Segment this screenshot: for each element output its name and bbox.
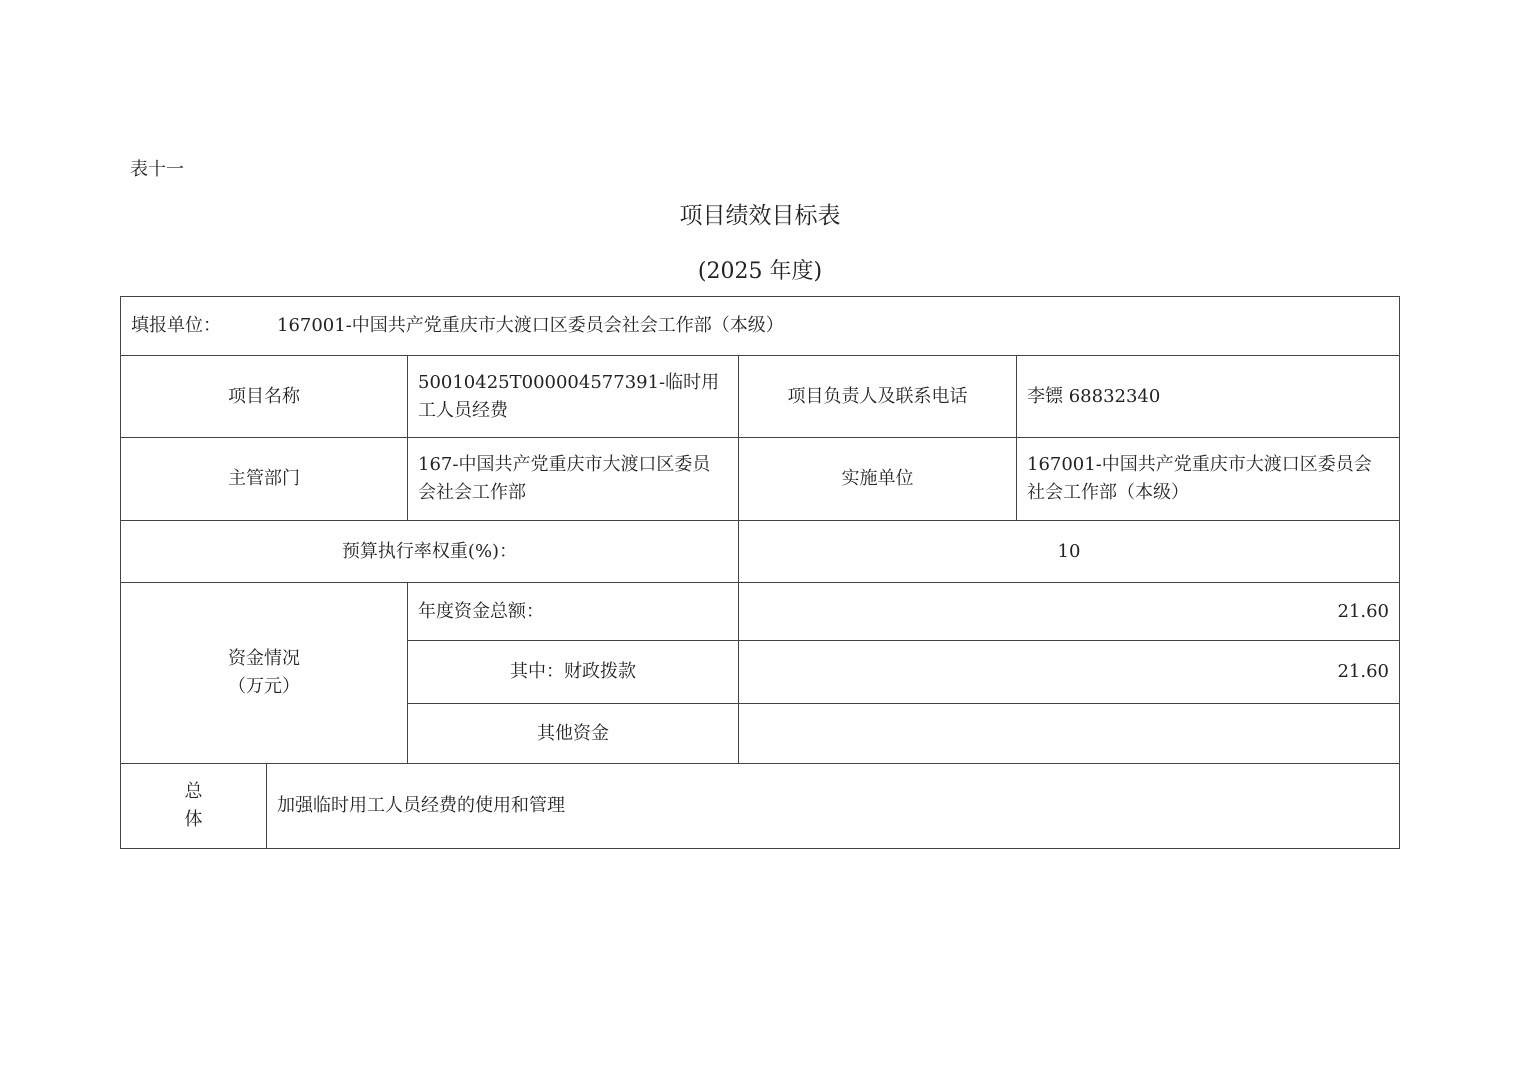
project-name-value: 50010425T000004577391-临时用工人员经费 bbox=[408, 356, 739, 438]
fiscal-allocation-label: 其中：财政拨款 bbox=[408, 641, 739, 704]
project-owner-value: 李镖 68832340 bbox=[1017, 356, 1400, 438]
funds-label-line2: （万元） bbox=[228, 676, 300, 697]
overall-goal-value: 加强临时用工人员经费的使用和管理 bbox=[267, 764, 1400, 849]
performance-target-table bbox=[120, 296, 1400, 849]
supervising-dept-value: 167-中国共产党重庆市大渡口区委员会社会工作部 bbox=[408, 438, 739, 521]
fiscal-allocation-value: 21.60 bbox=[739, 641, 1400, 704]
annual-total-value: 21.60 bbox=[739, 583, 1400, 641]
budget-weight-label: 预算执行率权重(%)： bbox=[121, 521, 739, 583]
table-number: 表十一 bbox=[130, 159, 184, 180]
reporting-unit-label: 填报单位： bbox=[131, 315, 221, 336]
reporting-unit-row bbox=[121, 297, 1400, 356]
other-funds-value bbox=[739, 704, 1400, 764]
annual-total-label: 年度资金总额： bbox=[408, 583, 739, 641]
funds-label-line1: 资金情况 bbox=[228, 648, 300, 669]
project-owner-label: 项目负责人及联系电话 bbox=[739, 356, 1017, 438]
page-title: 项目绩效目标表 bbox=[679, 203, 841, 229]
overall-goal-label-line1: 总 bbox=[184, 781, 203, 802]
implementing-unit-label: 实施单位 bbox=[739, 438, 1017, 521]
project-name-label: 项目名称 bbox=[121, 356, 408, 438]
page-subtitle: (2025 年度) bbox=[697, 259, 823, 284]
overall-goal-label bbox=[121, 764, 267, 849]
funds-label bbox=[121, 583, 408, 764]
budget-weight-value: 10 bbox=[739, 521, 1400, 583]
implementing-unit-value: 167001-中国共产党重庆市大渡口区委员会社会工作部（本级） bbox=[1017, 438, 1400, 521]
overall-goal-label-line2: 体 bbox=[184, 809, 203, 830]
reporting-unit-value: 167001-中国共产党重庆市大渡口区委员会社会工作部（本级） bbox=[277, 315, 784, 336]
supervising-dept-label: 主管部门 bbox=[121, 438, 408, 521]
other-funds-label: 其他资金 bbox=[408, 704, 739, 764]
